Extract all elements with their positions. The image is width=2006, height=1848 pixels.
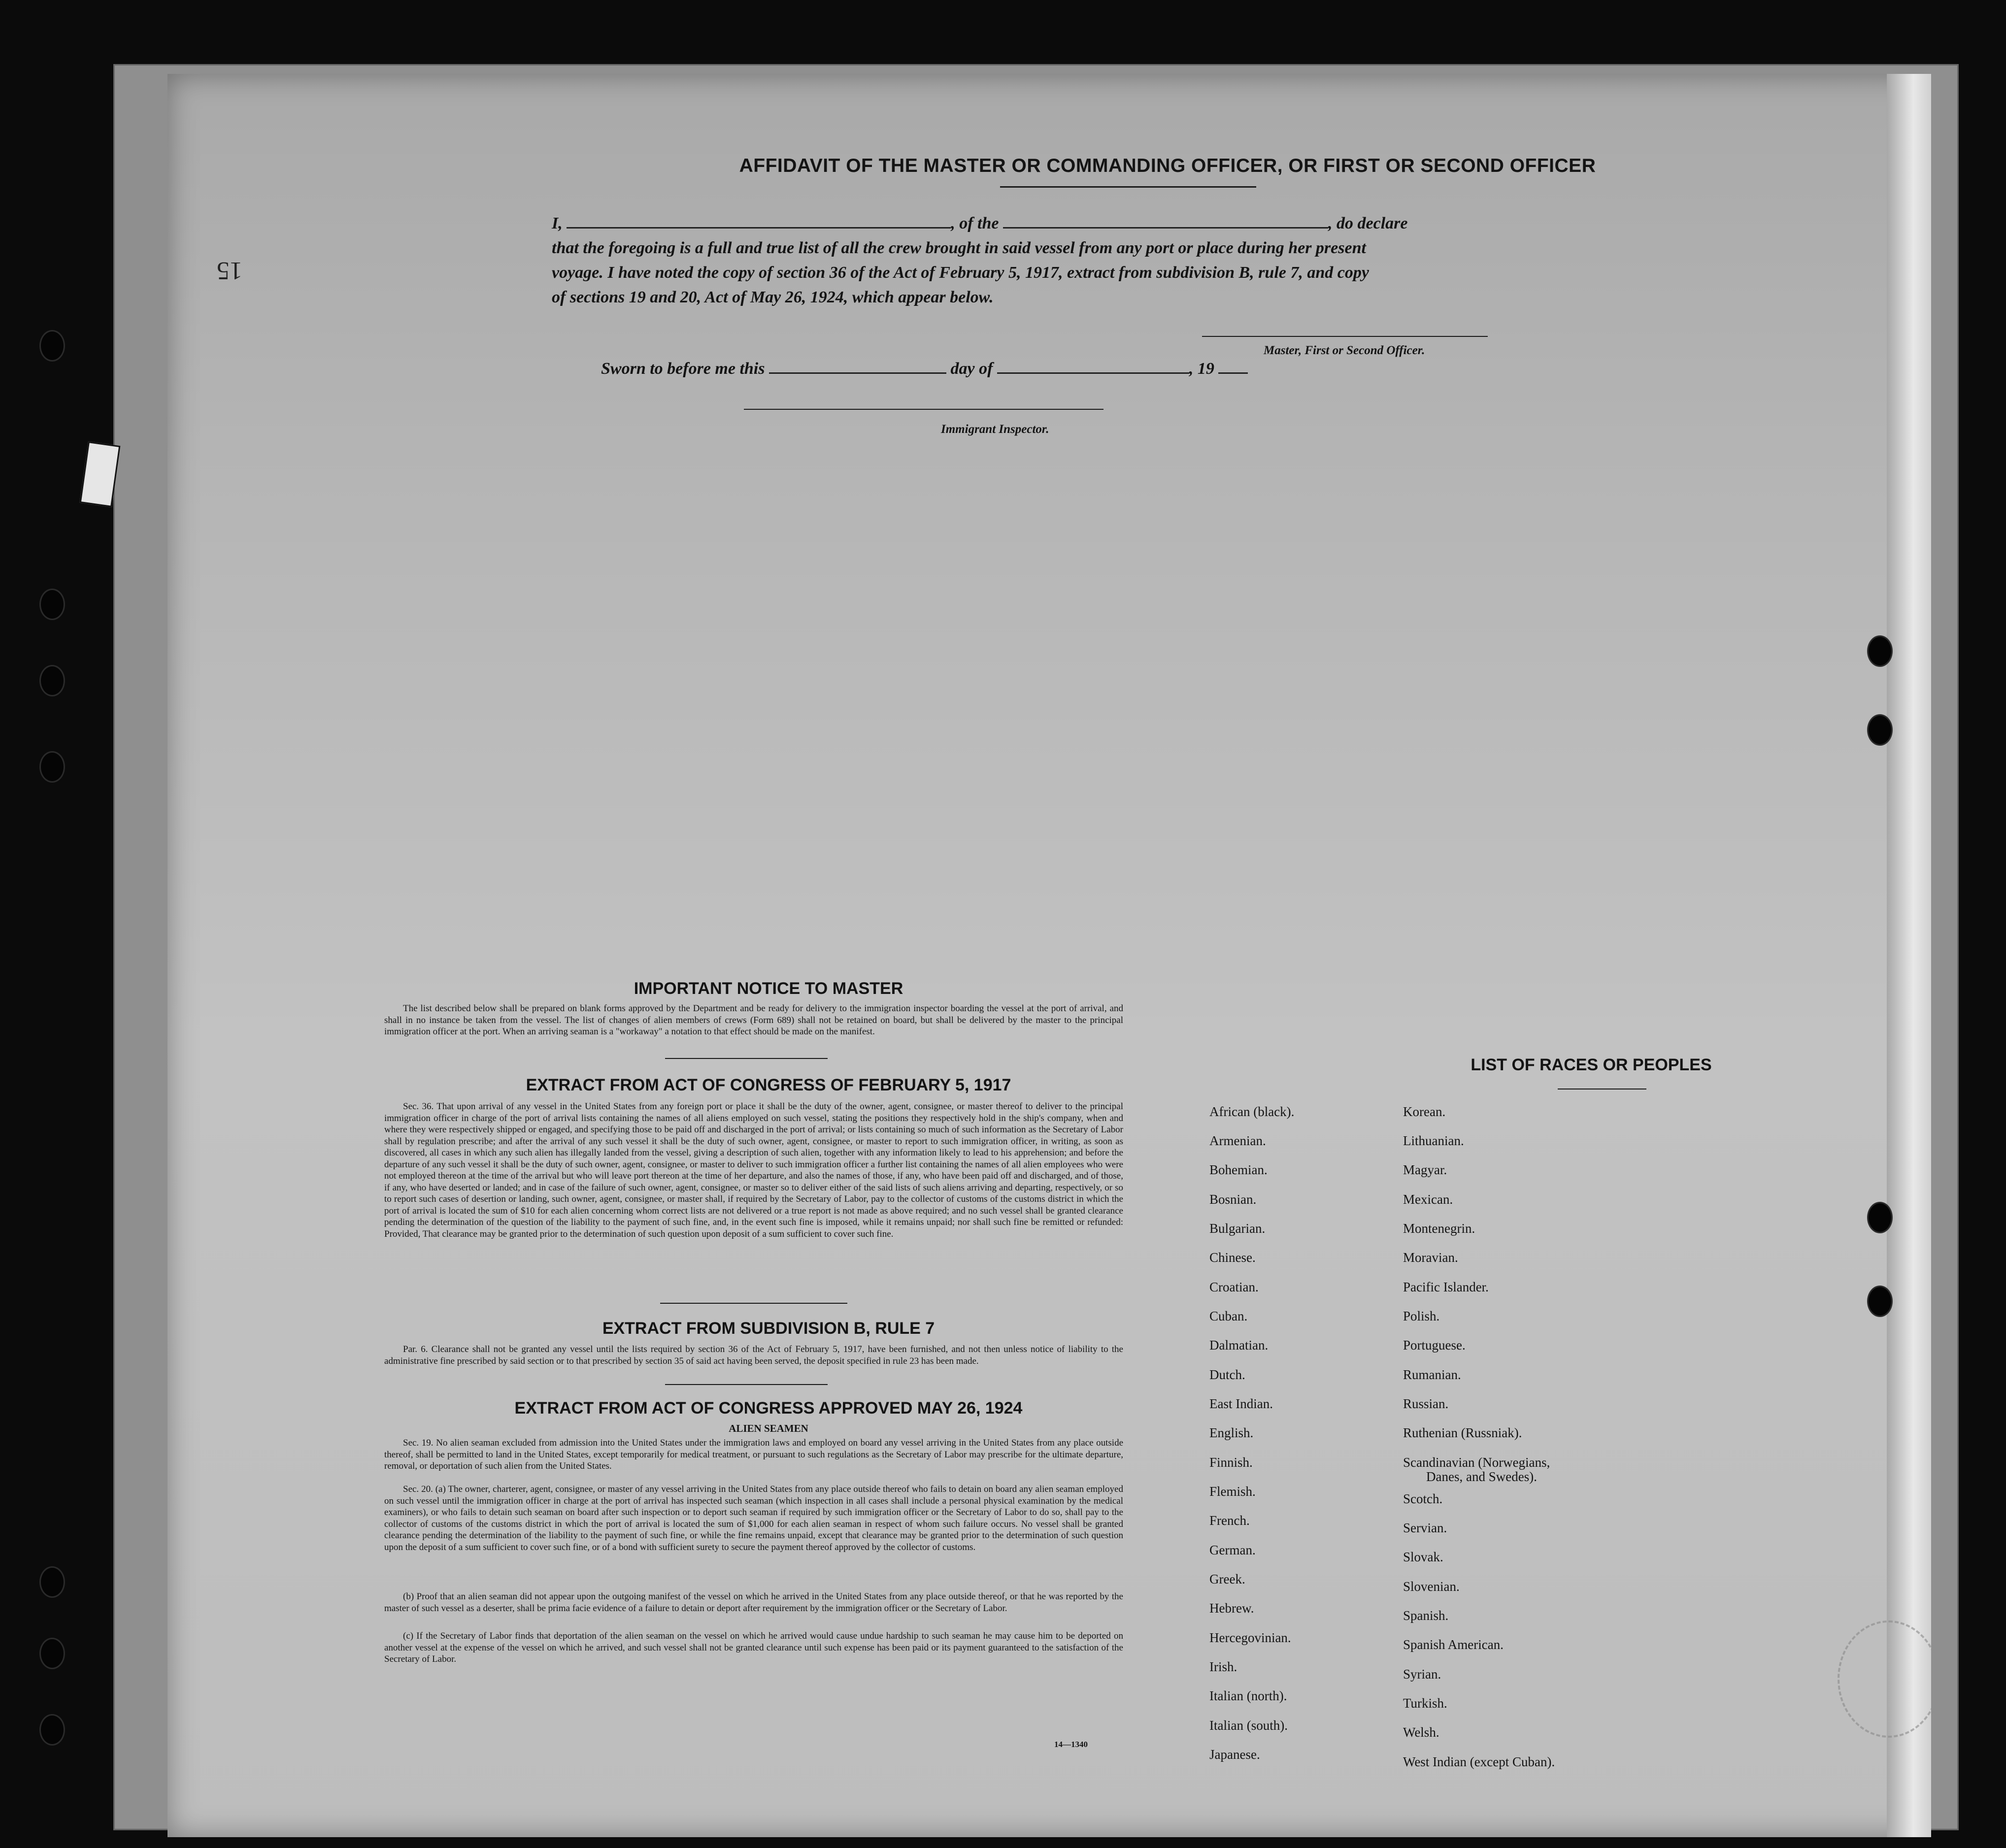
binder-hole (1867, 1286, 1893, 1317)
race-item: Japanese. (1209, 1747, 1260, 1762)
race-item: Lithuanian. (1403, 1133, 1464, 1148)
extract-rule7-divider (665, 1384, 828, 1385)
race-item: West Indian (except Cuban). (1403, 1754, 1555, 1769)
extract-1917-text: Sec. 36. That upon arrival of any vessel in the United States from any foreign port or place it shall be the duty of the owner, agent, consignee, or master thereof to deliver to the principal immigration officer in charge of the port of arrival lists containing the names of all aliens employed on such vessel, stating the positions they respectively hold in the ship's company, when and where they were respectively shipped or engaged, and specifying those to be paid off and discharged in the port of arrival; or lists containing so much of such information as the Secretary of Labor shall by regulation prescribe; and after the arrival of any such vessel it shall be the duty of such owner, agent, consignee, or master to report to such immigration officer, in writing, as soon as discovered, all cases in which any such alien has illegally landed from the vessel, giving a description of such alien, together with any information likely to lead to his apprehension; and before the departure of any such vessel it shall be the duty of such owner, agent, consignee, or master to deliver to such immigration officer a further list containing the names of all alien employees who were not employed thereon at the time of the arrival but who will leave port thereon at the time of her departure, and also the names of those, if any, who have been paid off and discharged, and of those, if any, who have deserted or landed; and in case of the failure of such owner, agent, consignee, or master so to deliver either of the said lists of such aliens arriving and departing, respectively, or so to report such cases of desertion or landing, such owner, agent, consignee, or master shall, if required by the Secretary of Labor, pay to the collector of customs of the customs district in which the port of arrival is located the sum of $10 for each alien concerning whom correct lists are not delivered or a true report is not made as above required; and no such vessel shall be granted clearance pending the determination of the question of the liability to the payment of such fine, and, in the event such fine is imposed, while it remains unpaid; nor shall such fine be remitted or refunded: Provided, That clearance may be granted prior to the determination of such question upon deposit of a sum sufficient to cover such fine. (384, 1101, 1123, 1239)
binder-hole (39, 1566, 65, 1598)
race-item: Welsh. (1403, 1725, 1439, 1740)
extract-rule7-title: EXTRACT FROM SUBDIVISION B, RULE 7 (602, 1319, 935, 1338)
inspector-caption: Immigrant Inspector. (941, 423, 1049, 436)
race-item: French. (1209, 1513, 1250, 1528)
race-item: Croatian. (1209, 1280, 1259, 1294)
margin-number: 15 (217, 257, 242, 285)
race-item: Montenegrin. (1403, 1221, 1475, 1236)
affidavit-do-declare-label: , do declare (1328, 214, 1408, 232)
vessel-blank (1003, 227, 1328, 229)
race-item: Ruthenian (Russniak). (1403, 1425, 1522, 1440)
section-19-text: Sec. 19. No alien seaman excluded from admission into the United States under the immigration laws and employed on board any vessel arriving in the United States from any place outside thereof, shall be permitted to land in the United States, except temporarily for medical treatment, or pursuant to such regulations as the Secretary of Labor may prescribe for the ultimate departure, removal, or deportation of such alien from the United States. (384, 1438, 1123, 1471)
race-item: Scotch. (1403, 1491, 1443, 1506)
document-page (167, 74, 1931, 1837)
race-item: Danes, and Swedes). (1426, 1469, 1537, 1484)
race-item: Mexican. (1403, 1192, 1453, 1207)
race-item: Pacific Islander. (1403, 1280, 1489, 1294)
race-item: Slovenian. (1403, 1579, 1460, 1594)
alien-seamen-subtitle: ALIEN SEAMEN (729, 1422, 808, 1434)
race-item: Finnish. (1209, 1455, 1253, 1470)
extract-1917-divider (660, 1303, 847, 1304)
binder-hole (39, 330, 65, 362)
binder-hole (39, 1638, 65, 1669)
race-item: Hebrew. (1209, 1601, 1254, 1616)
day-of-label: day of (950, 360, 993, 378)
year-label: , 19 (1189, 360, 1214, 378)
race-item: Flemish. (1209, 1484, 1256, 1499)
affidavit-title: AFFIDAVIT OF THE MASTER OR COMMANDING OFFICER, OR FIRST OR SECOND OFFICER (739, 155, 1596, 176)
sworn-label: Sworn to before me this (601, 360, 765, 378)
binder-hole (1867, 714, 1893, 746)
master-signature-line (1202, 336, 1488, 337)
section-20a-text: Sec. 20. (a) The owner, charterer, agent, consignee, or master of any vessel arriving in the United States from any place outside thereof who fails to detain on board any alien seaman employed on such vessel until the immigration officer in charge at the port of arrival has inspected such seaman (which inspection in all cases shall include a personal physical examination by the medical examiners), or who fails to detain such seaman on board after such inspection or to deport such seaman if required by such immigration officer or the Secretary of Labor to do so, shall pay to the collector of customs of the customs district in which the port of arrival is located the sum of $1,000 for each alien seaman in respect of whom such failure occurs. No vessel shall be granted clearance pending the determination of the liability to the payment of such fine, or while the fine remains unpaid, except that clearance may be granted prior to the determination of such question upon the deposit of a sum sufficient to cover such fine, or of a bond with sufficient surety to secure the payment thereof approved by the collector of customs. (384, 1484, 1123, 1552)
race-item: Magyar. (1403, 1162, 1447, 1177)
race-item: Moravian. (1403, 1250, 1458, 1265)
race-item: Spanish. (1403, 1608, 1449, 1623)
race-item: Russian. (1403, 1396, 1449, 1411)
race-item: Chinese. (1209, 1250, 1256, 1265)
binder-hole (39, 589, 65, 620)
notice-text: The list described below shall be prepared on blank forms approved by the Department and be ready for delivery to the immigration inspector boarding the vessel at the port of arrival, and shall in no instance be taken from the vessel. The list of changes of alien members of crews (Form 689) shall not be retained on board, but shall be delivered by the master to the principal immigration officer at the port. When an arriving seaman is a "workaway" a notation to that effect should be made on the manifest. (384, 1003, 1123, 1037)
race-item: Turkish. (1403, 1696, 1447, 1711)
race-item: Cuban. (1209, 1309, 1248, 1323)
race-item: Slovak. (1403, 1550, 1443, 1564)
binder-hole (1867, 1202, 1893, 1233)
page-edge (1887, 74, 1931, 1837)
race-item: Italian (north). (1209, 1688, 1287, 1703)
affidavit-line-1 (552, 214, 1407, 233)
section-20b-text: (b) Proof that an alien seaman did not appear upon the outgoing manifest of the vessel on which he arrived in the United States from any place outside thereof, or that he was reported by the master of such vessel as a deserter, shall be prima facie evidence of a failure to detain or deport after requirement by the immigration officer or the Secretary of Labor. (384, 1591, 1123, 1614)
sworn-line (601, 360, 1248, 378)
binder-hole (1867, 635, 1893, 667)
race-item: Syrian. (1403, 1667, 1441, 1682)
race-item: African (black). (1209, 1104, 1295, 1119)
master-caption: Master, First or Second Officer. (1264, 344, 1425, 357)
race-item: Korean. (1403, 1104, 1446, 1119)
race-item: Servian. (1403, 1520, 1447, 1535)
race-item: East Indian. (1209, 1396, 1273, 1411)
sworn-month-blank (997, 372, 1189, 374)
race-item: Irish. (1209, 1659, 1237, 1674)
race-item: Italian (south). (1209, 1718, 1288, 1733)
race-item: Bohemian. (1209, 1162, 1268, 1177)
form-number: 14—1340 (1054, 1740, 1088, 1749)
affidavit-line-2: that the foregoing is a full and true list of all the crew brought in said vessel from any port or place during her present (552, 239, 1366, 257)
race-item: German. (1209, 1543, 1256, 1557)
year-blank (1218, 372, 1248, 374)
extract-rule7-text: Par. 6. Clearance shall not be granted any vessel until the lists required by section 36 of the Act of February 5, 1917, have been furnished, and not then unless notice of liability to the administrative fine prescribed by said section or to that prescribed by section 35 of said act having been served, the deposit specified in rule 23 has been made. (384, 1344, 1123, 1366)
race-item: Rumanian. (1403, 1367, 1461, 1382)
binder-hole (39, 751, 65, 783)
race-item: Bulgarian. (1209, 1221, 1266, 1236)
race-item: Portuguese. (1403, 1338, 1466, 1353)
race-item: Bosnian. (1209, 1192, 1257, 1207)
race-item: Greek. (1209, 1572, 1245, 1586)
inspector-signature-line (744, 409, 1103, 410)
affidavit-of-the-label: , of the (951, 214, 999, 232)
notice-title: IMPORTANT NOTICE TO MASTER (634, 979, 903, 998)
race-item: Dutch. (1209, 1367, 1245, 1382)
races-title: LIST OF RACES OR PEOPLES (1471, 1056, 1712, 1074)
title-divider (1000, 186, 1256, 188)
affidavit-line-3: voyage. I have noted the copy of section 36 of the Act of February 5, 1917, extract from subdivision B, rule 7, and copy (552, 264, 1369, 282)
section-20c-text: (c) If the Secretary of Labor finds that deportation of the alien seaman on the vessel on which he arrived would cause undue hardship to such seaman he may cause him to be deported on another vessel at the expense of the vessel on which he arrived, and such vessel shall not be granted clearance until such expense has been paid or its payment guaranteed to the satisfaction of the Secretary of Labor. (384, 1631, 1123, 1664)
race-item: Scandinavian (Norwegians, (1403, 1455, 1550, 1470)
race-item: Dalmatian. (1209, 1338, 1269, 1353)
race-item: Polish. (1403, 1309, 1440, 1323)
race-item: Hercegovinian. (1209, 1630, 1291, 1645)
affidavit-i-label: I, (552, 214, 563, 232)
name-blank (567, 227, 951, 229)
binder-hole (39, 1714, 65, 1746)
affidavit-line-4: of sections 19 and 20, Act of May 26, 1924, which appear below. (552, 288, 994, 306)
sworn-day-blank (769, 372, 946, 374)
extract-1924-title: EXTRACT FROM ACT OF CONGRESS APPROVED MAY 26, 1924 (514, 1399, 1023, 1418)
binder-hole (39, 665, 65, 696)
extract-1917-title: EXTRACT FROM ACT OF CONGRESS OF FEBRUARY 5, 1917 (526, 1076, 1011, 1094)
race-item: English. (1209, 1425, 1254, 1440)
race-item: Spanish American. (1403, 1637, 1504, 1652)
faded-stamp (1838, 1620, 1931, 1738)
notice-divider (665, 1058, 828, 1059)
race-item: Armenian. (1209, 1133, 1266, 1148)
